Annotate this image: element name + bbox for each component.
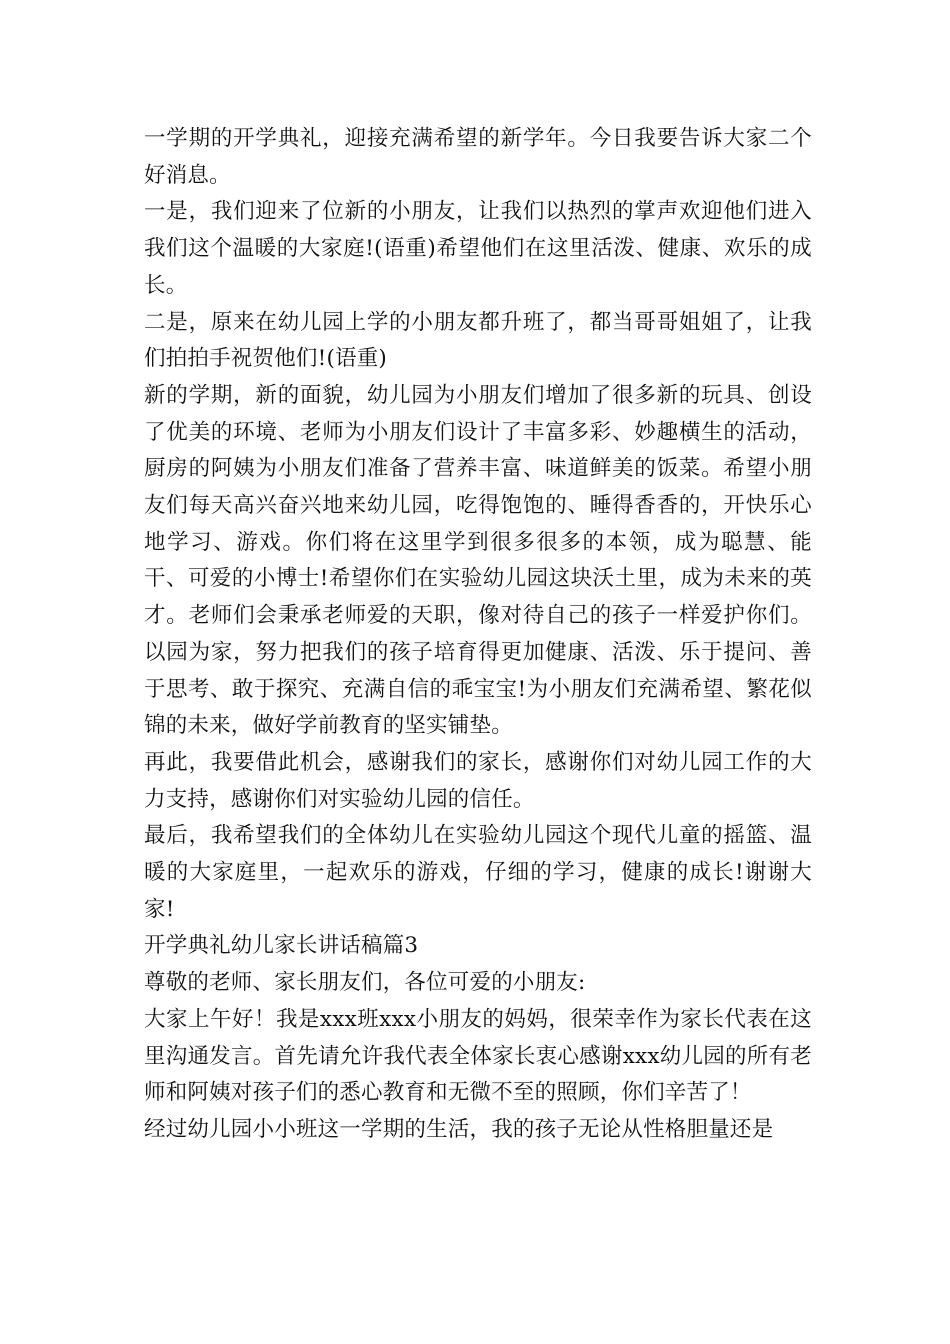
paragraph: 经过幼儿园小小班这一学期的生活，我的孩子无论从性格胆量还是: [144, 1116, 774, 1142]
document-body: [144, 121, 812, 1149]
paragraph: 大家上午好！我是xxx班xxx小朋友的妈妈，很荣幸作为家长代表在这里沟通发言。首先请允许我代表全体家长衷心感谢xxx幼儿园的所有老师和阿姨对孩子们的悉心教育和无微不至的照顾，你们辛苦了！: [144, 1006, 812, 1106]
paragraph: 二是，原来在幼儿园上学的小朋友都升班了，都当哥哥姐姐了，让我们拍拍手祝贺他们!(语重): [144, 309, 812, 372]
paragraph: 再此，我要借此机会，感谢我们的家长，感谢你们对幼儿园工作的大力支持，感谢你们对实验幼儿园的信任。: [144, 749, 812, 812]
salutation: 尊敬的老师、家长朋友们，各位可爱的小朋友:: [144, 970, 586, 996]
paragraph: 一学期的开学典礼，迎接充满希望的新学年。今日我要告诉大家二个好消息。: [144, 126, 812, 188]
paragraph: 新的学期，新的面貌，幼儿园为小朋友们增加了很多新的玩具、创设了优美的环境、老师为小朋友们设计了丰富多彩、妙趣横生的活动，厨房的阿姨为小朋友们准备了营养丰富、味道鲜美的饭菜。希望小朋友们每天高兴奋兴地来幼儿园，吃得饱饱的、睡得香香的，开快乐心地学习、游戏。你们将在这里学到很多很多的本领，成为聪慧、能干、可爱的小博士!希望你们在实验幼儿园这块沃土里，成为未来的英才。老师们会秉承老师爱的天职，像对待自己的孩子一样爱护你们。以园为家，努力把我们的孩子培育得更加健康、活泼、乐于提问、善于思考、敢于探究、充满自信的乖宝宝!为小朋友们充满希望、繁花似锦的未来，做好学前教育的坚实铺垫。: [144, 382, 812, 739]
paragraph: 最后，我希望我们的全体幼儿在实验幼儿园这个现代儿童的摇篮、温暖的大家庭里，一起欢乐的游戏，仔细的学习，健康的成长!谢谢大家!: [144, 823, 812, 922]
paragraph: 一是，我们迎来了位新的小朋友，让我们以热烈的掌声欢迎他们进入我们这个温暖的大家庭!(语重)希望他们在这里活泼、健康、欢乐的成长。: [144, 199, 812, 298]
section-heading: 开学典礼幼儿家长讲话稿篇3: [144, 933, 419, 959]
